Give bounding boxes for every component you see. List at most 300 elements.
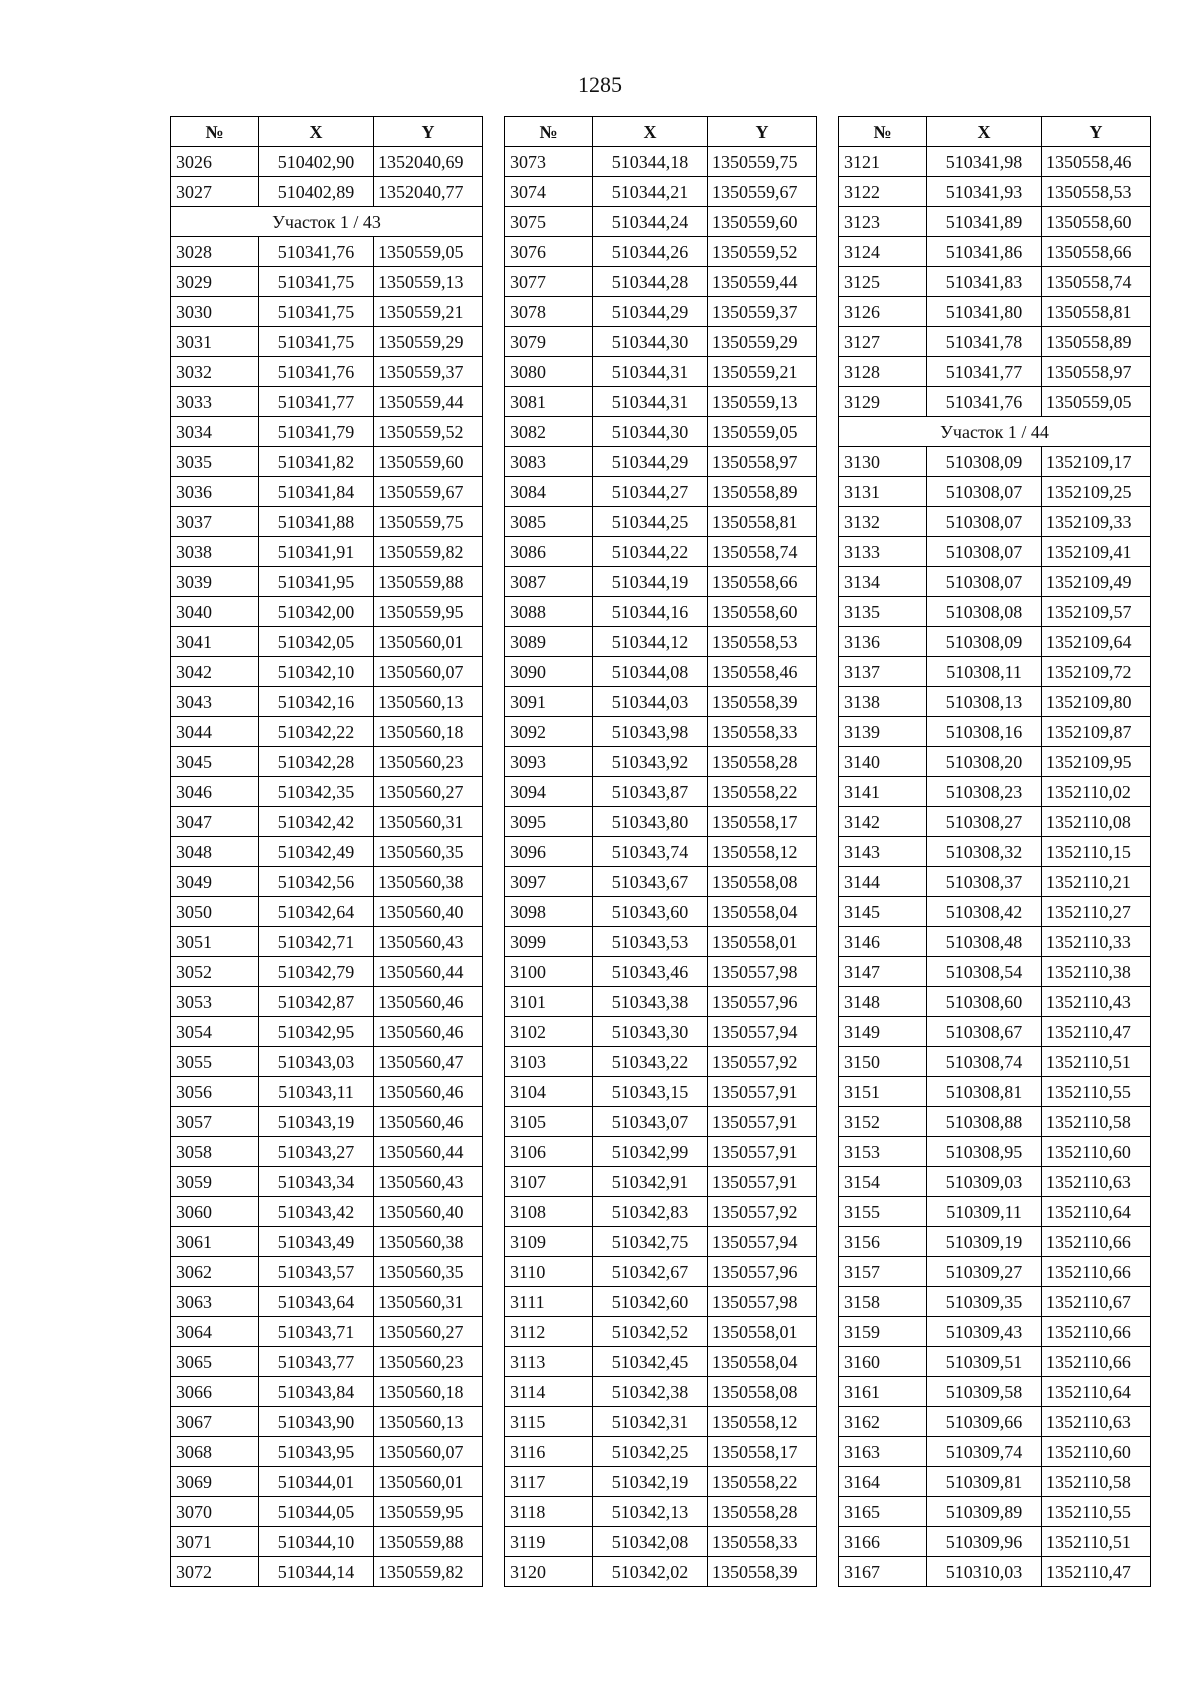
x-coordinate: 510402,89: [259, 177, 374, 207]
y-coordinate: 1350559,44: [708, 267, 817, 297]
point-number: 3111: [505, 1287, 593, 1317]
y-coordinate: 1352110,51: [1042, 1527, 1151, 1557]
x-coordinate: 510344,24: [593, 207, 708, 237]
table-row: [839, 1197, 1151, 1227]
table-row: [839, 867, 1151, 897]
y-coordinate: 1350559,75: [374, 507, 483, 537]
table-row: [839, 1227, 1151, 1257]
table-row: [839, 957, 1151, 987]
table-row: [839, 1497, 1151, 1527]
table-row: [171, 1347, 483, 1377]
x-coordinate: 510342,75: [593, 1227, 708, 1257]
y-coordinate: 1350557,92: [708, 1047, 817, 1077]
point-number: 3042: [171, 657, 259, 687]
y-coordinate: 1350560,46: [374, 1017, 483, 1047]
table-row: [171, 927, 483, 957]
x-coordinate: 510309,43: [927, 1317, 1042, 1347]
x-coordinate: 510309,19: [927, 1227, 1042, 1257]
y-coordinate: 1352110,66: [1042, 1347, 1151, 1377]
x-coordinate: 510342,79: [259, 957, 374, 987]
x-coordinate: 510344,29: [593, 297, 708, 327]
x-coordinate: 510344,03: [593, 687, 708, 717]
table-row: [505, 357, 817, 387]
x-coordinate: 510308,32: [927, 837, 1042, 867]
y-coordinate: 1352110,66: [1042, 1227, 1151, 1257]
point-number: 3151: [839, 1077, 927, 1107]
table-row: [505, 1407, 817, 1437]
point-number: 3110: [505, 1257, 593, 1287]
table-row: [839, 987, 1151, 1017]
table-row: [505, 1497, 817, 1527]
y-coordinate: 1352110,33: [1042, 927, 1151, 957]
point-number: 3050: [171, 897, 259, 927]
table-row: [171, 507, 483, 537]
table-row: [505, 957, 817, 987]
point-number: 3136: [839, 627, 927, 657]
x-coordinate: 510309,89: [927, 1497, 1042, 1527]
y-coordinate: 1350559,82: [374, 1557, 483, 1587]
y-coordinate: 1350559,52: [374, 417, 483, 447]
table-row: [171, 357, 483, 387]
y-coordinate: 1350558,81: [1042, 297, 1151, 327]
y-coordinate: 1350559,60: [708, 207, 817, 237]
y-coordinate: 1350560,01: [374, 1467, 483, 1497]
y-coordinate: 1352110,66: [1042, 1317, 1151, 1347]
y-coordinate: 1350558,97: [708, 447, 817, 477]
y-coordinate: 1350559,67: [374, 477, 483, 507]
y-coordinate: 1350559,05: [374, 237, 483, 267]
y-coordinate: 1352110,58: [1042, 1107, 1151, 1137]
x-coordinate: 510344,28: [593, 267, 708, 297]
x-coordinate: 510308,20: [927, 747, 1042, 777]
table-row: [839, 387, 1151, 417]
x-coordinate: 510342,49: [259, 837, 374, 867]
point-number: 3152: [839, 1107, 927, 1137]
point-number: 3166: [839, 1527, 927, 1557]
x-coordinate: 510342,99: [593, 1137, 708, 1167]
table-row: [505, 657, 817, 687]
y-coordinate: 1350560,46: [374, 1107, 483, 1137]
y-coordinate: 1350559,52: [708, 237, 817, 267]
y-coordinate: 1350560,47: [374, 1047, 483, 1077]
x-coordinate: 510341,80: [927, 297, 1042, 327]
x-coordinate: 510344,31: [593, 357, 708, 387]
y-coordinate: 1350560,38: [374, 1227, 483, 1257]
point-number: 3054: [171, 1017, 259, 1047]
table-row: [505, 1287, 817, 1317]
table-row: [839, 1317, 1151, 1347]
y-coordinate: 1352109,72: [1042, 657, 1151, 687]
table-row: [171, 1137, 483, 1167]
x-coordinate: 510343,64: [259, 1287, 374, 1317]
y-coordinate: 1350560,35: [374, 837, 483, 867]
table-row: [505, 747, 817, 777]
table-row: [839, 477, 1151, 507]
coordinate-table-3: [838, 116, 1151, 1587]
point-number: 3037: [171, 507, 259, 537]
point-number: 3165: [839, 1497, 927, 1527]
y-coordinate: 1352040,69: [374, 147, 483, 177]
x-coordinate: 510343,74: [593, 837, 708, 867]
table-row: [505, 777, 817, 807]
x-coordinate: 510309,81: [927, 1467, 1042, 1497]
point-number: 3034: [171, 417, 259, 447]
table-header-row: [171, 117, 483, 147]
coordinate-tables: [170, 116, 1150, 1586]
y-coordinate: 1350560,13: [374, 687, 483, 717]
x-coordinate: 510342,42: [259, 807, 374, 837]
point-number: 3073: [505, 147, 593, 177]
table-row: [171, 897, 483, 927]
y-coordinate: 1352110,63: [1042, 1167, 1151, 1197]
y-coordinate: 1350560,43: [374, 927, 483, 957]
point-number: 3158: [839, 1287, 927, 1317]
x-coordinate: 510309,66: [927, 1407, 1042, 1437]
table-row: [505, 897, 817, 927]
x-coordinate: 510342,28: [259, 747, 374, 777]
x-coordinate: 510343,46: [593, 957, 708, 987]
x-coordinate: 510308,88: [927, 1107, 1042, 1137]
table-row: [505, 267, 817, 297]
point-number: 3096: [505, 837, 593, 867]
table-row: [505, 1197, 817, 1227]
table-row: [839, 1167, 1151, 1197]
point-number: 3063: [171, 1287, 259, 1317]
point-number: 3027: [171, 177, 259, 207]
point-number: 3084: [505, 477, 593, 507]
point-number: 3030: [171, 297, 259, 327]
x-coordinate: 510402,90: [259, 147, 374, 177]
x-coordinate: 510342,67: [593, 1257, 708, 1287]
x-coordinate: 510308,07: [927, 477, 1042, 507]
x-coordinate: 510343,22: [593, 1047, 708, 1077]
point-number: 3157: [839, 1257, 927, 1287]
table-row: [171, 777, 483, 807]
x-coordinate: 510343,38: [593, 987, 708, 1017]
table-row: [171, 957, 483, 987]
table-row: [171, 237, 483, 267]
table-row: [839, 1407, 1151, 1437]
point-number: 3160: [839, 1347, 927, 1377]
x-coordinate: 510341,93: [927, 177, 1042, 207]
x-coordinate: 510344,27: [593, 477, 708, 507]
y-coordinate: 1350558,01: [708, 927, 817, 957]
y-coordinate: 1350560,07: [374, 1437, 483, 1467]
table-row: [505, 1167, 817, 1197]
y-coordinate: 1352110,43: [1042, 987, 1151, 1017]
table-row: [171, 1437, 483, 1467]
point-number: 3109: [505, 1227, 593, 1257]
y-coordinate: 1350559,82: [374, 537, 483, 567]
point-number: 3130: [839, 447, 927, 477]
x-coordinate: 510342,87: [259, 987, 374, 1017]
x-coordinate: 510344,12: [593, 627, 708, 657]
x-coordinate: 510343,77: [259, 1347, 374, 1377]
x-coordinate: 510309,35: [927, 1287, 1042, 1317]
point-number: 3059: [171, 1167, 259, 1197]
x-coordinate: 510308,67: [927, 1017, 1042, 1047]
point-number: 3105: [505, 1107, 593, 1137]
y-coordinate: 1350559,95: [374, 1497, 483, 1527]
x-coordinate: 510342,95: [259, 1017, 374, 1047]
y-coordinate: 1350559,05: [1042, 387, 1151, 417]
point-number: 3155: [839, 1197, 927, 1227]
table-row: [839, 177, 1151, 207]
x-coordinate: 510308,81: [927, 1077, 1042, 1107]
table-row: [839, 747, 1151, 777]
point-number: 3079: [505, 327, 593, 357]
y-coordinate: 1350558,33: [708, 717, 817, 747]
y-coordinate: 1350557,96: [708, 987, 817, 1017]
point-number: 3118: [505, 1497, 593, 1527]
x-coordinate: 510343,34: [259, 1167, 374, 1197]
x-coordinate: 510343,11: [259, 1077, 374, 1107]
y-coordinate: 1352040,77: [374, 177, 483, 207]
x-coordinate: 510308,23: [927, 777, 1042, 807]
x-coordinate: 510342,35: [259, 777, 374, 807]
y-coordinate: 1350558,08: [708, 867, 817, 897]
point-number: 3068: [171, 1437, 259, 1467]
table-row: [505, 537, 817, 567]
y-coordinate: 1352109,41: [1042, 537, 1151, 567]
x-coordinate: 510343,03: [259, 1047, 374, 1077]
point-number: 3120: [505, 1557, 593, 1587]
x-coordinate: 510309,27: [927, 1257, 1042, 1287]
table-row: [505, 1017, 817, 1047]
point-number: 3134: [839, 567, 927, 597]
point-number: 3045: [171, 747, 259, 777]
point-number: 3131: [839, 477, 927, 507]
point-number: 3143: [839, 837, 927, 867]
x-coordinate: 510344,14: [259, 1557, 374, 1587]
y-coordinate: 1352110,47: [1042, 1557, 1151, 1587]
table-row: [839, 657, 1151, 687]
x-coordinate: 510341,76: [259, 357, 374, 387]
x-coordinate: 510343,30: [593, 1017, 708, 1047]
x-coordinate: 510343,84: [259, 1377, 374, 1407]
y-coordinate: 1350558,22: [708, 1467, 817, 1497]
section-label: Участок 1 / 44: [839, 417, 1151, 447]
point-number: 3119: [505, 1527, 593, 1557]
table-row: [505, 867, 817, 897]
table-row: [839, 1467, 1151, 1497]
point-number: 3053: [171, 987, 259, 1017]
x-coordinate: 510343,07: [593, 1107, 708, 1137]
y-coordinate: 1350558,08: [708, 1377, 817, 1407]
y-coordinate: 1350560,35: [374, 1257, 483, 1287]
y-coordinate: 1350558,81: [708, 507, 817, 537]
y-coordinate: 1352110,60: [1042, 1437, 1151, 1467]
point-number: 3062: [171, 1257, 259, 1287]
y-coordinate: 1352109,49: [1042, 567, 1151, 597]
x-coordinate: 510308,11: [927, 657, 1042, 687]
y-coordinate: 1350560,46: [374, 987, 483, 1017]
point-number: 3055: [171, 1047, 259, 1077]
y-coordinate: 1350558,46: [1042, 147, 1151, 177]
point-number: 3144: [839, 867, 927, 897]
point-number: 3099: [505, 927, 593, 957]
x-coordinate: 510344,30: [593, 327, 708, 357]
point-number: 3138: [839, 687, 927, 717]
point-number: 3139: [839, 717, 927, 747]
y-coordinate: 1350560,40: [374, 897, 483, 927]
table-row: [505, 1257, 817, 1287]
section-row: [171, 207, 483, 237]
x-coordinate: 510341,78: [927, 327, 1042, 357]
point-number: 3029: [171, 267, 259, 297]
table-row: [505, 717, 817, 747]
y-coordinate: 1350559,88: [374, 1527, 483, 1557]
y-coordinate: 1352110,64: [1042, 1377, 1151, 1407]
section-label: Участок 1 / 43: [171, 207, 483, 237]
table-row: [839, 717, 1151, 747]
y-coordinate: 1350558,28: [708, 1497, 817, 1527]
table-row: [171, 657, 483, 687]
x-coordinate: 510344,21: [593, 177, 708, 207]
y-coordinate: 1350559,88: [374, 567, 483, 597]
table-row: [839, 1347, 1151, 1377]
table-row: [171, 477, 483, 507]
y-coordinate: 1352110,51: [1042, 1047, 1151, 1077]
y-coordinate: 1350560,13: [374, 1407, 483, 1437]
point-number: 3047: [171, 807, 259, 837]
x-coordinate: 510342,10: [259, 657, 374, 687]
y-coordinate: 1352109,64: [1042, 627, 1151, 657]
y-coordinate: 1350559,29: [374, 327, 483, 357]
y-coordinate: 1350560,46: [374, 1077, 483, 1107]
y-coordinate: 1350560,23: [374, 1347, 483, 1377]
y-coordinate: 1352110,21: [1042, 867, 1151, 897]
y-coordinate: 1350558,60: [708, 597, 817, 627]
header-y: Y: [708, 117, 817, 147]
x-coordinate: 510344,29: [593, 447, 708, 477]
x-coordinate: 510341,75: [259, 327, 374, 357]
point-number: 3031: [171, 327, 259, 357]
point-number: 3153: [839, 1137, 927, 1167]
y-coordinate: 1350558,89: [708, 477, 817, 507]
table-row: [171, 387, 483, 417]
y-coordinate: 1350558,66: [708, 567, 817, 597]
table-row: [839, 927, 1151, 957]
y-coordinate: 1350560,31: [374, 1287, 483, 1317]
table-row: [505, 507, 817, 537]
table-row: [839, 777, 1151, 807]
point-number: 3129: [839, 387, 927, 417]
y-coordinate: 1350558,39: [708, 687, 817, 717]
table-row: [839, 1557, 1151, 1587]
point-number: 3125: [839, 267, 927, 297]
point-number: 3154: [839, 1167, 927, 1197]
table-row: [505, 1377, 817, 1407]
point-number: 3044: [171, 717, 259, 747]
point-number: 3033: [171, 387, 259, 417]
x-coordinate: 510344,19: [593, 567, 708, 597]
table-row: [171, 717, 483, 747]
table-row: [171, 807, 483, 837]
x-coordinate: 510308,54: [927, 957, 1042, 987]
y-coordinate: 1350559,21: [708, 357, 817, 387]
point-number: 3135: [839, 597, 927, 627]
table-row: [171, 687, 483, 717]
x-coordinate: 510344,05: [259, 1497, 374, 1527]
table-row: [505, 1227, 817, 1257]
table-row: [505, 597, 817, 627]
y-coordinate: 1352109,17: [1042, 447, 1151, 477]
y-coordinate: 1350560,44: [374, 1137, 483, 1167]
table-row: [839, 627, 1151, 657]
point-number: 3162: [839, 1407, 927, 1437]
y-coordinate: 1350557,91: [708, 1167, 817, 1197]
point-number: 3146: [839, 927, 927, 957]
table-row: [505, 1557, 817, 1587]
point-number: 3071: [171, 1527, 259, 1557]
point-number: 3127: [839, 327, 927, 357]
point-number: 3075: [505, 207, 593, 237]
y-coordinate: 1350559,13: [374, 267, 483, 297]
x-coordinate: 510308,95: [927, 1137, 1042, 1167]
point-number: 3046: [171, 777, 259, 807]
point-number: 3058: [171, 1137, 259, 1167]
table-row: [171, 1257, 483, 1287]
x-coordinate: 510308,08: [927, 597, 1042, 627]
x-coordinate: 510343,92: [593, 747, 708, 777]
y-coordinate: 1352109,33: [1042, 507, 1151, 537]
coordinate-table-2: [504, 116, 817, 1587]
table-row: [171, 1017, 483, 1047]
y-coordinate: 1352109,57: [1042, 597, 1151, 627]
y-coordinate: 1350560,44: [374, 957, 483, 987]
y-coordinate: 1350560,18: [374, 717, 483, 747]
y-coordinate: 1352110,38: [1042, 957, 1151, 987]
x-coordinate: 510341,98: [927, 147, 1042, 177]
y-coordinate: 1352110,55: [1042, 1077, 1151, 1107]
table-row: [505, 387, 817, 417]
table-row: [839, 447, 1151, 477]
point-number: 3085: [505, 507, 593, 537]
table-row: [505, 1527, 817, 1557]
x-coordinate: 510308,07: [927, 567, 1042, 597]
table-row: [839, 807, 1151, 837]
y-coordinate: 1352110,66: [1042, 1257, 1151, 1287]
y-coordinate: 1350557,92: [708, 1197, 817, 1227]
x-coordinate: 510342,71: [259, 927, 374, 957]
point-number: 3122: [839, 177, 927, 207]
point-number: 3167: [839, 1557, 927, 1587]
y-coordinate: 1350557,98: [708, 1287, 817, 1317]
table-row: [505, 1107, 817, 1137]
y-coordinate: 1352109,95: [1042, 747, 1151, 777]
x-coordinate: 510341,84: [259, 477, 374, 507]
x-coordinate: 510342,52: [593, 1317, 708, 1347]
point-number: 3106: [505, 1137, 593, 1167]
point-number: 3145: [839, 897, 927, 927]
x-coordinate: 510342,08: [593, 1527, 708, 1557]
header-x: X: [593, 117, 708, 147]
x-coordinate: 510343,87: [593, 777, 708, 807]
table-row: [839, 897, 1151, 927]
point-number: 3061: [171, 1227, 259, 1257]
x-coordinate: 510310,03: [927, 1557, 1042, 1587]
x-coordinate: 510308,07: [927, 507, 1042, 537]
y-coordinate: 1350558,74: [1042, 267, 1151, 297]
x-coordinate: 510342,83: [593, 1197, 708, 1227]
x-coordinate: 510343,60: [593, 897, 708, 927]
table-row: [505, 1047, 817, 1077]
y-coordinate: 1352110,27: [1042, 897, 1151, 927]
x-coordinate: 510343,15: [593, 1077, 708, 1107]
x-coordinate: 510308,48: [927, 927, 1042, 957]
point-number: 3087: [505, 567, 593, 597]
